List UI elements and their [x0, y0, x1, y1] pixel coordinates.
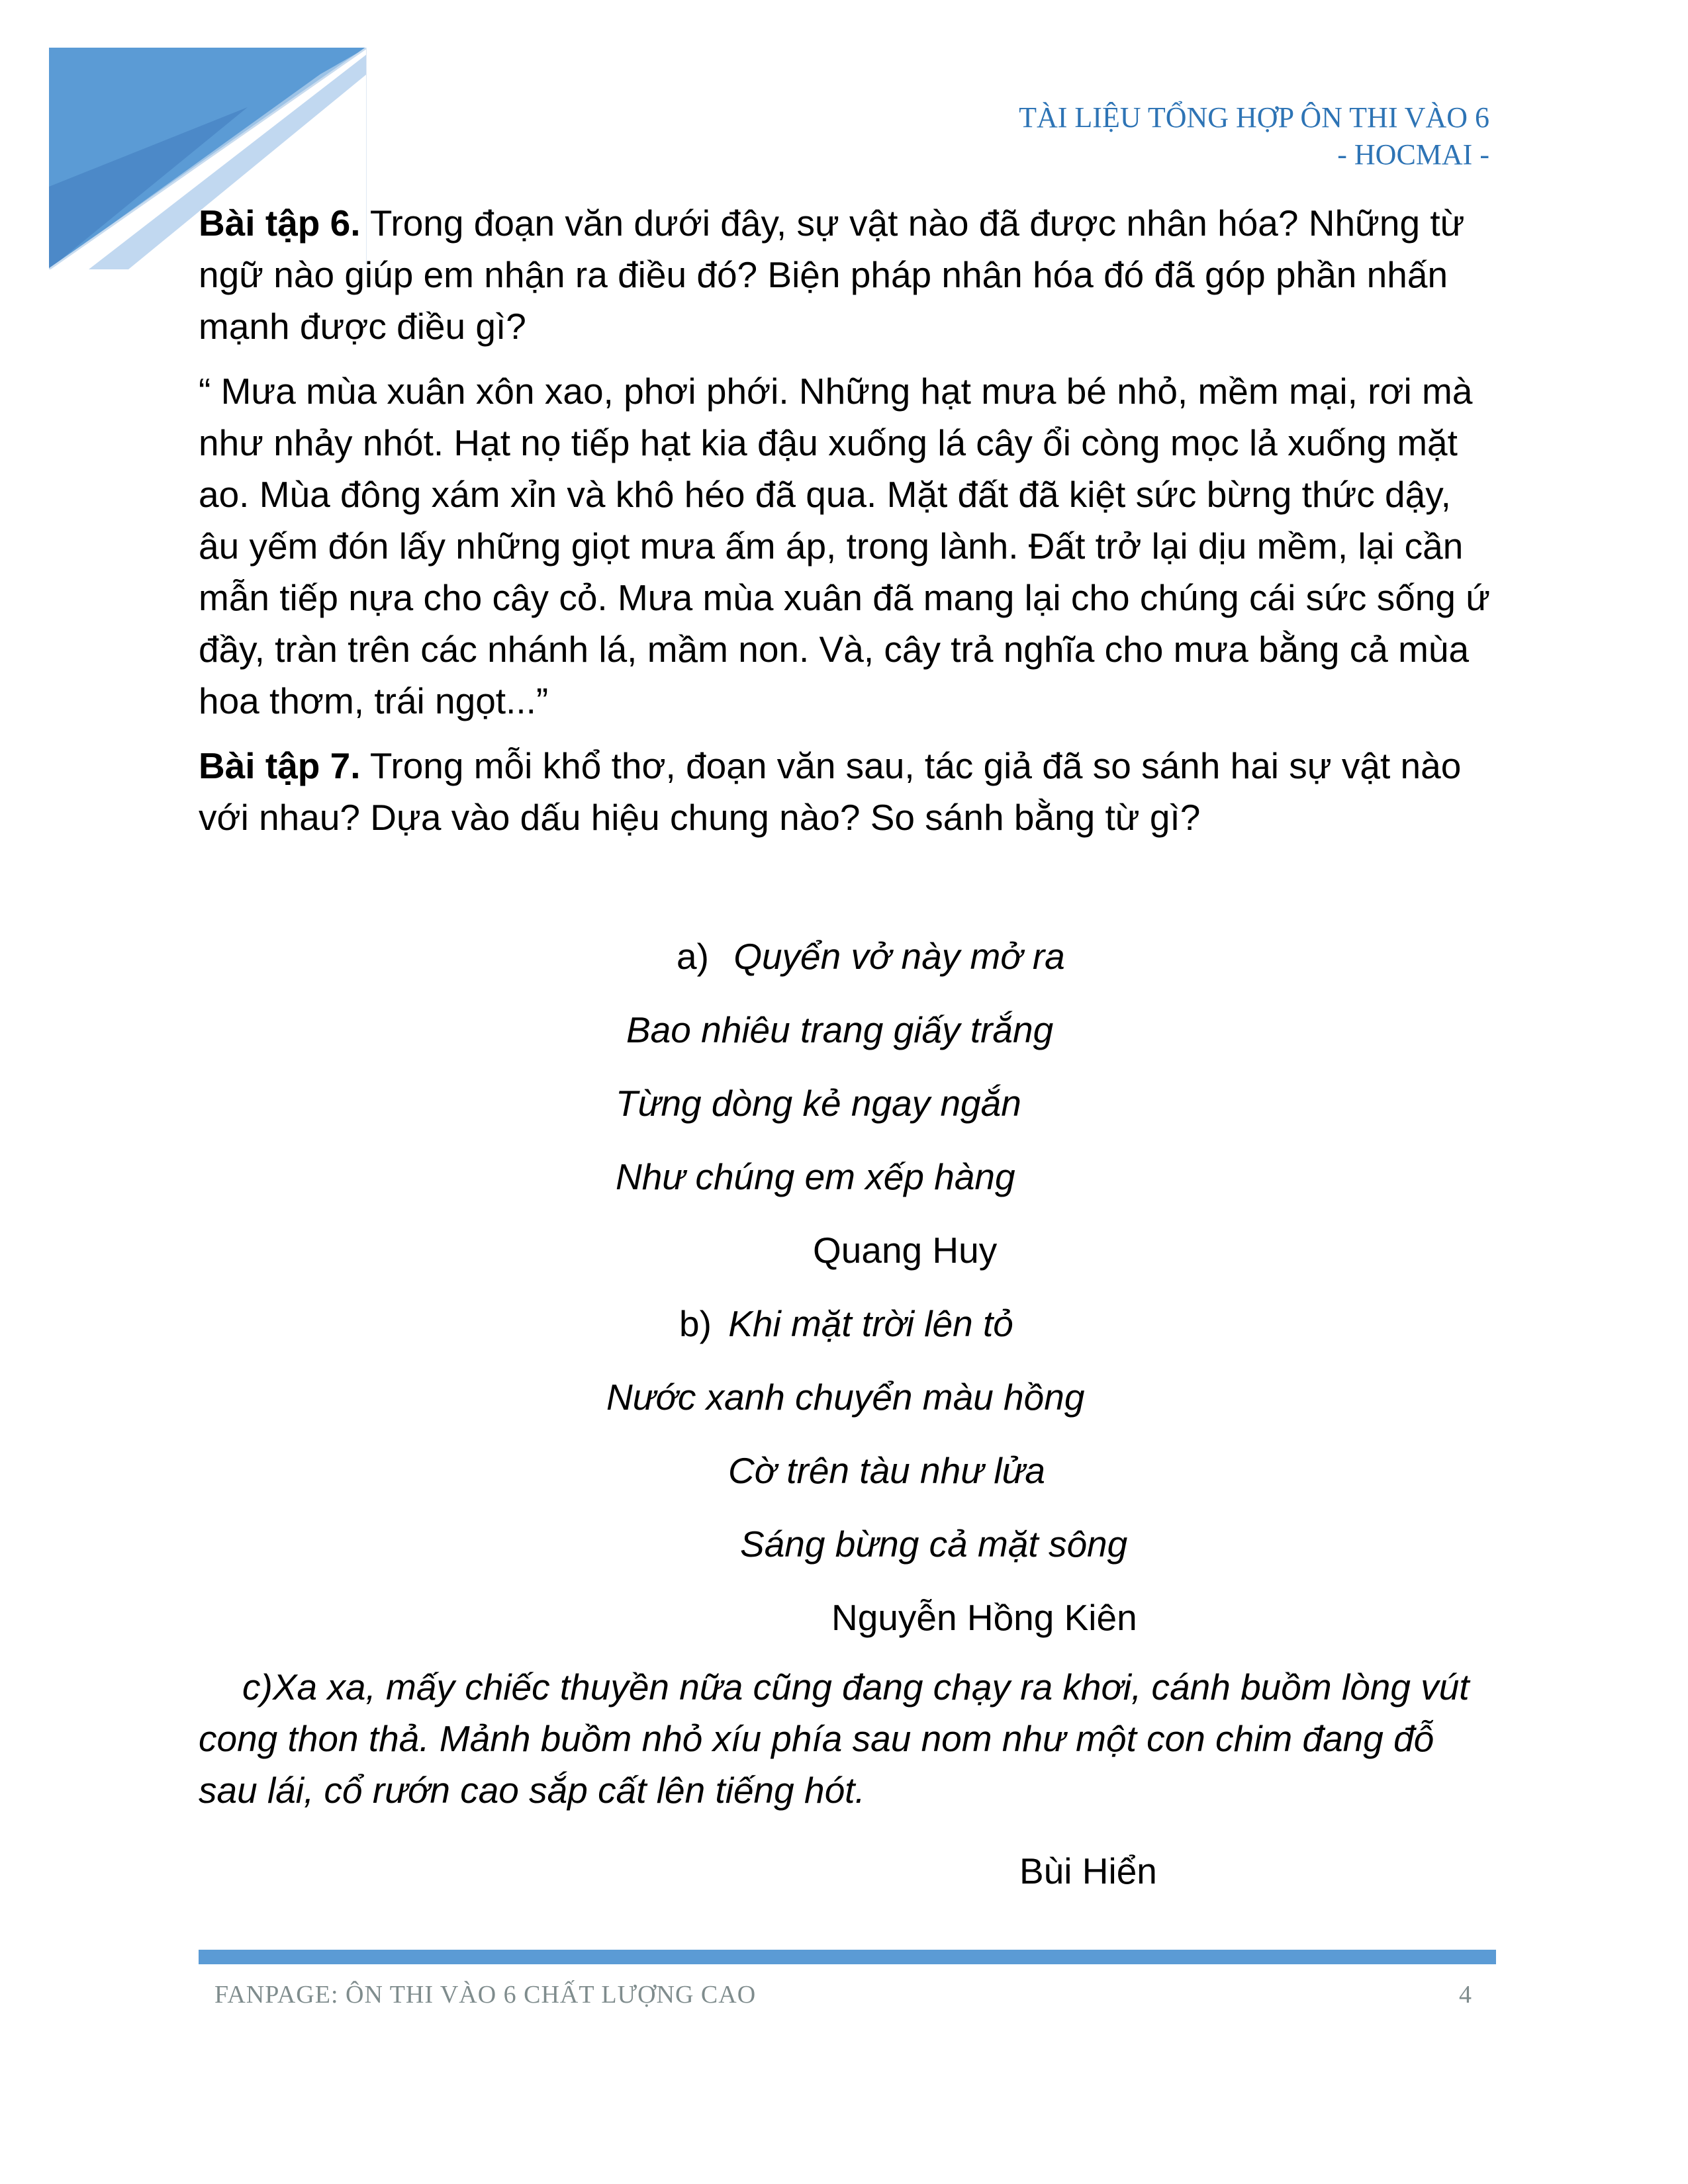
exercise-6-passage: “ Mưa mùa xuân xôn xao, phơi phới. Những hạt mưa bé nhỏ, mềm mại, rơi mà như nhảy nhót. Hạt nọ tiếp hạt kia đậu xuống lá cây ổi còng mọc lả xuống mặt ao. Mùa đông xám xỉn và khô héo đã qua. Mặt đất đã kiệt sức bừng thức dậy, âu yếm đón lấy những giọt mưa ấm áp, trong lành. Đất trở lại dịu mềm, lại cần mẫn tiếp nựa cho cây cỏ. Mưa mùa xuân đã mang lại cho chúng cái sức sống ứ đầy, tràn trên các nhánh lá, mầm non. Và, cây trả nghĩa cho mưa bằng cả mùa hoa thơm, trái ngọt...” [199, 371, 1491, 721]
part-c-author: Bùi Hiển [1019, 1850, 1157, 1891]
main-content [199, 197, 1496, 843]
poem-b-line-1: b) Khi mặt trời lên tỏ [679, 1303, 1013, 1344]
poem-b-marker: b) [679, 1303, 712, 1344]
footer-fanpage: FANPAGE: ÔN THI VÀO 6 CHẤT LƯỢNG CAO [214, 1981, 757, 2009]
exercise-7-text: Trong mỗi khổ thơ, đoạn văn sau, tác giả đã so sánh hai sự vật nào với nhau? Dựa vào dấu hiệu chung nào? So sánh bằng từ gì? [199, 745, 1462, 838]
exercise-6-question [199, 197, 1496, 352]
poem-a-line-2: Bao nhiêu trang giấy trắng [626, 1009, 1054, 1050]
page-number: 4 [1459, 1981, 1472, 2009]
header-subtitle: - HOCMAI - [1337, 138, 1489, 171]
poem-a-line-3: Từng dòng kẻ ngay ngắn [616, 1083, 1021, 1124]
poem-a-line-1: a) Quyển vở này mở ra [677, 936, 1065, 977]
poem-b-line-2: Nước xanh chuyển màu hồng [606, 1377, 1085, 1418]
poem-a-line-4: Như chúng em xếp hàng [616, 1156, 1015, 1197]
poem-b-author: Nguyễn Hồng Kiên [831, 1597, 1137, 1638]
exercise-6-text: Trong đoạn văn dưới đây, sự vật nào đã được nhân hóa? Những từ ngữ nào giúp em nhận ra điều đó? Biện pháp nhân hóa đó đã góp phần nhấn mạnh được điều gì? [199, 203, 1465, 347]
document-header [1019, 99, 1489, 173]
header-title: TÀI LIỆU TỔNG HỢP ÔN THI VÀO 6 [1019, 101, 1489, 134]
footer-rule [199, 1950, 1496, 1964]
exercise-7-question [199, 740, 1496, 843]
part-c-passage: c)Xa xa, mấy chiếc thuyền nữa cũng đang chạy ra khơi, cánh buồm lòng vút cong thon thả. Mảnh buồm nhỏ xíu phía sau nom như một con chim đang đỗ sau lái, cổ rướn cao sắp cất lên tiếng hót. [199, 1666, 1470, 1811]
poem-a-marker: a) [677, 936, 709, 977]
exercise-7-label: Bài tập 7. [199, 745, 361, 786]
poem-a-author: Quang Huy [813, 1230, 998, 1271]
poem-b-line-3: Cờ trên tàu như lửa [728, 1450, 1046, 1491]
poem-b-line-4: Sáng bừng cả mặt sông [740, 1524, 1128, 1565]
exercise-6-label: Bài tập 6. [199, 203, 361, 244]
